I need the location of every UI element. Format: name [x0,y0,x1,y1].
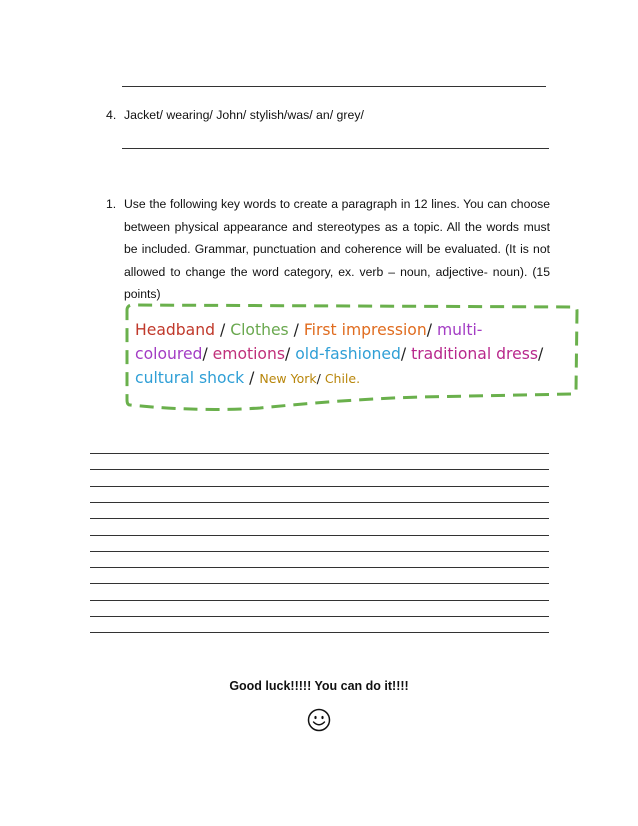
writing-line [90,486,549,487]
question-number: 4. [106,108,117,122]
writing-line [90,535,549,536]
smiley-icon [307,708,331,737]
task-instructions-text: Use the following key words to create a paragraph in 12 lines. You can choose between physical appearance and stereotypes as a topic. All the words must be included. Grammar, punctuation and coherence will be evaluated. (It is not allowed to change the word category, ex. verb – noun, adjective- noun). (15 points) [124,197,550,301]
keyword-list: Headband / Clothes / First impression/ multi- coloured/ emotions/ old-fashioned/ traditional dress/ cultural shock / New York/ Chile. [135,321,544,387]
task-number: 1. [106,197,117,211]
keyword-first-impression: First impression [303,321,427,339]
keyword-headband: Headband [135,321,216,339]
writing-line [90,567,549,568]
writing-line [90,616,549,617]
keyword-traditional-dress: traditional dress [411,345,538,363]
keyword-old-fashioned: old-fashioned [295,345,401,363]
writing-line [90,453,549,454]
keyword-multi-coloured-part2: coloured [135,345,203,363]
keyword-multi-coloured-part1: multi- [436,321,483,339]
writing-line [90,469,549,470]
question-text: Jacket/ wearing/ John/ stylish/was/ an/ grey/ [124,108,364,122]
keyword-clothes: Clothes [230,321,289,339]
keyword-new-york: New York [259,371,317,386]
writing-line [90,583,549,584]
writing-line [90,502,549,503]
keyword-chile: Chile. [324,371,361,386]
keyword-cultural-shock: cultural shock [135,369,245,387]
good-luck-message: Good luck!!!!! You can do it!!!! [229,679,409,693]
writing-line [90,551,549,552]
keyword-emotions: emotions [212,345,285,363]
writing-line [90,600,549,601]
writing-line [90,518,549,519]
writing-line [90,632,549,633]
